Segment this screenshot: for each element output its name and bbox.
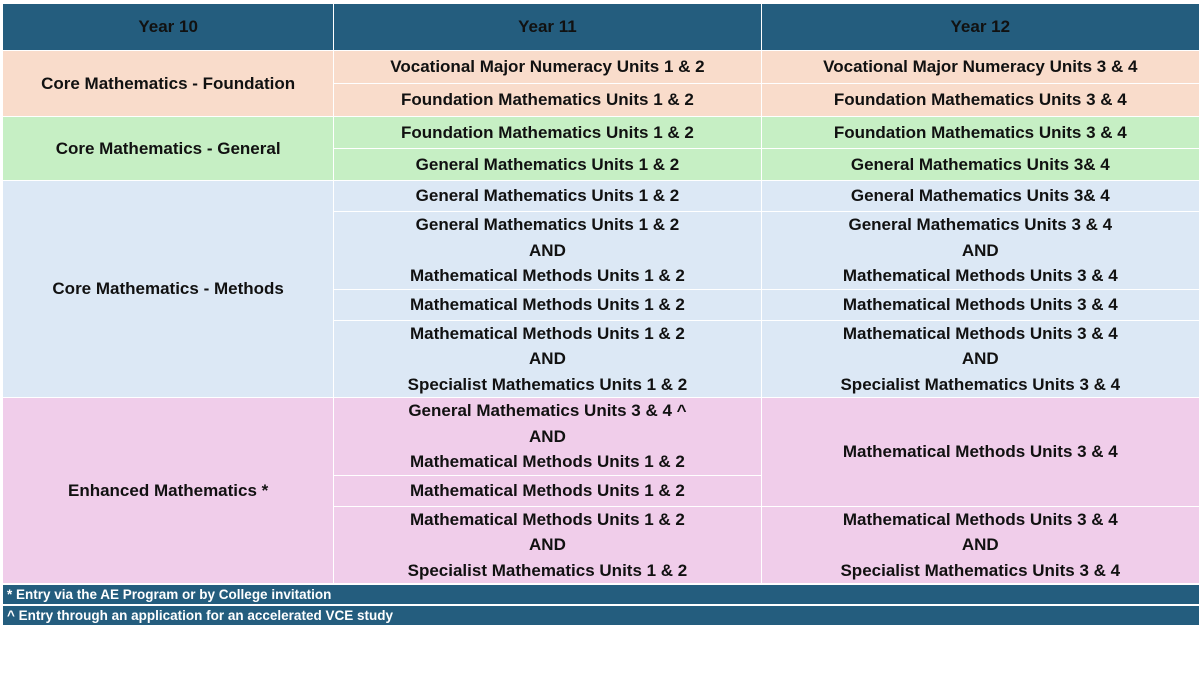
methods-y11-2 — [334, 212, 761, 290]
foundation-label: Core Mathematics - Foundation — [3, 51, 334, 117]
methods-y11-4 — [334, 320, 761, 398]
footnote-row-1 — [3, 584, 1200, 605]
methods-y12-2 — [761, 212, 1199, 290]
general-y11-2: General Mathematics Units 1 & 2 — [334, 149, 761, 181]
cell-line: Mathematical Methods Units 3 & 4 — [842, 266, 1118, 285]
and-connector: AND — [529, 535, 566, 554]
general-y12-2: General Mathematics Units 3& 4 — [761, 149, 1199, 181]
cell-line: General Mathematics Units 3 & 4 ^ — [408, 401, 687, 420]
cell-line: Specialist Mathematics Units 1 & 2 — [407, 374, 688, 394]
foundation-y12-2: Foundation Mathematics Units 3 & 4 — [761, 84, 1199, 117]
header-year-12: Year 12 — [761, 4, 1199, 51]
header-year-10: Year 10 — [3, 4, 334, 51]
header-year-11: Year 11 — [334, 4, 761, 51]
enhanced-y11-3 — [334, 506, 761, 584]
general-y11-1: Foundation Mathematics Units 1 & 2 — [334, 117, 761, 149]
enhanced-y12-3 — [761, 506, 1199, 584]
and-connector: AND — [529, 426, 566, 446]
cell-line: Mathematical Methods Units 1 & 2 — [409, 452, 685, 471]
cell-line: Mathematical Methods Units 1 & 2 — [409, 266, 685, 285]
cell-line: Mathematical Methods Units 3 & 4 — [842, 323, 1118, 343]
header-row — [3, 4, 1200, 51]
methods-y12-1: General Mathematics Units 3& 4 — [761, 181, 1199, 212]
foundation-y12-1: Vocational Major Numeracy Units 3 & 4 — [761, 51, 1199, 84]
and-connector: AND — [961, 240, 999, 260]
foundation-y11-2: Foundation Mathematics Units 1 & 2 — [334, 84, 761, 117]
cell-line: General Mathematics Units 1 & 2 — [415, 215, 680, 234]
foundation-row-1 — [3, 51, 1200, 84]
and-connector: AND — [529, 240, 566, 260]
footnote-accelerated-vce: ^ Entry through an application for an accelerated VCE study — [3, 605, 1200, 626]
foundation-y11-1: Vocational Major Numeracy Units 1 & 2 — [334, 51, 761, 84]
and-connector: AND — [961, 535, 999, 554]
general-row-1 — [3, 117, 1200, 149]
methods-row-1 — [3, 181, 1200, 212]
methods-label: Core Mathematics - Methods — [3, 181, 334, 398]
methods-y12-4 — [761, 320, 1199, 398]
general-y12-1: Foundation Mathematics Units 3 & 4 — [761, 117, 1199, 149]
footnote-row-2 — [3, 605, 1200, 626]
cell-line: General Mathematics Units 3 & 4 — [848, 215, 1113, 234]
and-connector: AND — [961, 349, 999, 368]
cell-line: Mathematical Methods Units 1 & 2 — [409, 509, 685, 529]
cell-line: Specialist Mathematics Units 3 & 4 — [840, 374, 1121, 394]
enhanced-y11-1 — [334, 398, 761, 476]
enhanced-label: Enhanced Mathematics * — [3, 398, 334, 585]
methods-y12-3: Mathematical Methods Units 3 & 4 — [761, 289, 1199, 320]
and-connector: AND — [529, 349, 566, 368]
maths-pathway-table — [2, 3, 1200, 626]
enhanced-y12-1: Mathematical Methods Units 3 & 4 — [761, 398, 1199, 507]
cell-line: Specialist Mathematics Units 3 & 4 — [840, 560, 1121, 580]
methods-y11-3: Mathematical Methods Units 1 & 2 — [334, 289, 761, 320]
cell-line: Specialist Mathematics Units 1 & 2 — [407, 560, 688, 580]
enhanced-row-1 — [3, 398, 1200, 476]
enhanced-y11-2: Mathematical Methods Units 1 & 2 — [334, 475, 761, 506]
footnote-ae-program: * Entry via the AE Program or by College invitation — [3, 584, 1200, 605]
general-label: Core Mathematics - General — [3, 117, 334, 181]
cell-line: Mathematical Methods Units 3 & 4 — [842, 509, 1118, 529]
methods-y11-1: General Mathematics Units 1 & 2 — [334, 181, 761, 212]
cell-line: Mathematical Methods Units 1 & 2 — [409, 323, 685, 343]
